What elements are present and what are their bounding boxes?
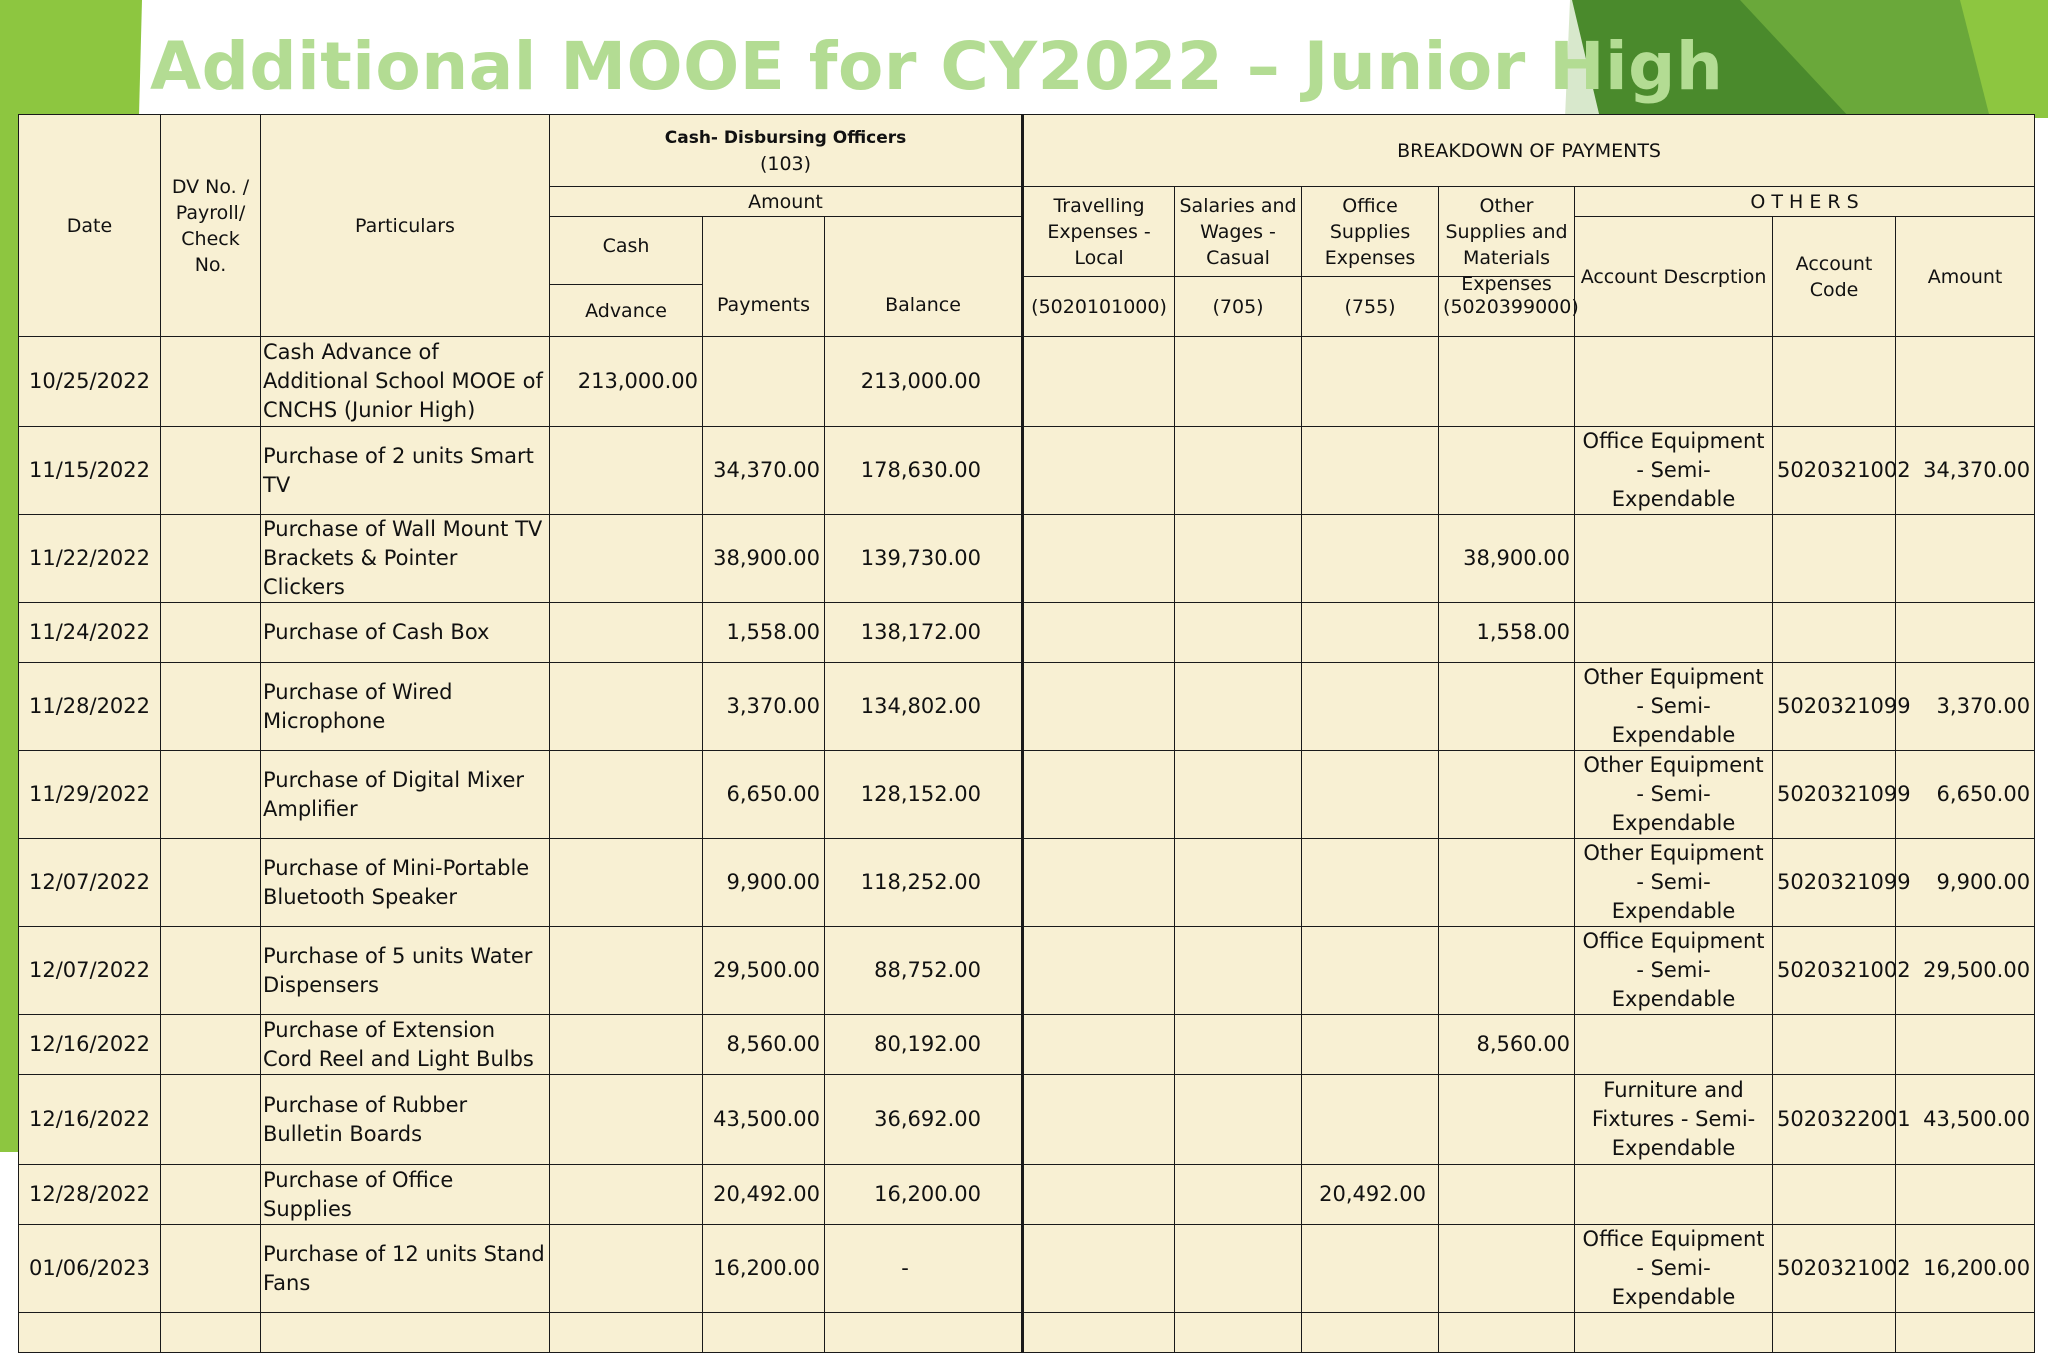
cell-advance: 213,000.00 xyxy=(550,337,703,427)
table-row xyxy=(19,927,2035,1015)
cell-office-supplies xyxy=(1302,839,1439,927)
empty-cell xyxy=(825,1313,1023,1353)
header-payments: Payments xyxy=(703,217,825,337)
cell-account-description xyxy=(1575,1015,1773,1075)
cell-account-description xyxy=(1575,1165,1773,1225)
cell-dv-no xyxy=(161,1015,261,1075)
cell-account-description xyxy=(1575,603,1773,663)
cell-payments: 8,560.00 xyxy=(703,1015,825,1075)
cell-date: 11/22/2022 xyxy=(19,515,161,603)
cell-office-supplies xyxy=(1302,927,1439,1015)
cell-payments: 16,200.00 xyxy=(703,1225,825,1313)
table-row xyxy=(19,839,2035,927)
cell-particulars: Purchase of Cash Box xyxy=(261,603,550,663)
cell-payments: 6,650.00 xyxy=(703,751,825,839)
cell-salaries xyxy=(1175,337,1302,427)
cell-other-supplies xyxy=(1439,1165,1575,1225)
cell-account-code: 5020321099 xyxy=(1773,663,1896,751)
cell-dv-no xyxy=(161,839,261,927)
cell-particulars: Purchase of 5 units Water Dispensers xyxy=(261,927,550,1015)
cell-other-supplies xyxy=(1439,1075,1575,1165)
page-title: Additional MOOE for CY2022 – Junior High xyxy=(150,28,1724,105)
cell-balance: 36,692.00 xyxy=(825,1075,1023,1165)
cell-account-code xyxy=(1773,1015,1896,1075)
cell-salaries xyxy=(1175,1165,1302,1225)
cell-account-code: 5020322001 xyxy=(1773,1075,1896,1165)
cell-travelling xyxy=(1023,337,1175,427)
cell-date: 11/29/2022 xyxy=(19,751,161,839)
cell-travelling xyxy=(1023,1015,1175,1075)
empty-cell xyxy=(1175,1313,1302,1353)
cell-account-description: Other Equipment - Semi-Expendable xyxy=(1575,839,1773,927)
cell-travelling xyxy=(1023,663,1175,751)
cell-other-supplies xyxy=(1439,1225,1575,1313)
cell-balance: 139,730.00 xyxy=(825,515,1023,603)
cell-others-amount xyxy=(1896,1165,2035,1225)
cell-date: 01/06/2023 xyxy=(19,1225,161,1313)
header-office-supplies: Office Supplies Expenses xyxy=(1302,187,1439,277)
cell-account-description: Furniture and Fixtures - Semi-Expendable xyxy=(1575,1075,1773,1165)
header-amount: Amount xyxy=(550,187,1023,217)
cell-particulars: Cash Advance of Additional School MOOE of CNCHS (Junior High) xyxy=(261,337,550,427)
cell-payments: 34,370.00 xyxy=(703,427,825,515)
empty-cell xyxy=(1439,1313,1575,1353)
cell-account-code: 5020321099 xyxy=(1773,751,1896,839)
cell-travelling xyxy=(1023,515,1175,603)
mooe-ledger-table xyxy=(18,114,2035,1353)
header-other-supplies-code: (5020399000) xyxy=(1439,277,1575,337)
cell-account-code: 5020321002 xyxy=(1773,927,1896,1015)
cell-travelling xyxy=(1023,1225,1175,1313)
table-row xyxy=(19,337,2035,427)
cell-others-amount: 6,650.00 xyxy=(1896,751,2035,839)
cell-account-description: Other Equipment - Semi-Expendable xyxy=(1575,751,1773,839)
cell-account-code: 5020321002 xyxy=(1773,1225,1896,1313)
header-travelling: Travelling Expenses - Local xyxy=(1023,187,1175,277)
empty-cell xyxy=(261,1313,550,1353)
cell-other-supplies xyxy=(1439,427,1575,515)
cell-office-supplies xyxy=(1302,1225,1439,1313)
cell-travelling xyxy=(1023,1165,1175,1225)
cell-payments: 38,900.00 xyxy=(703,515,825,603)
cell-date: 12/28/2022 xyxy=(19,1165,161,1225)
cell-dv-no xyxy=(161,1225,261,1313)
cell-account-code xyxy=(1773,515,1896,603)
cell-others-amount: 3,370.00 xyxy=(1896,663,2035,751)
cell-balance: 16,200.00 xyxy=(825,1165,1023,1225)
cell-other-supplies xyxy=(1439,839,1575,927)
cell-payments xyxy=(703,337,825,427)
cell-salaries xyxy=(1175,515,1302,603)
cell-dv-no xyxy=(161,1165,261,1225)
cell-date: 12/07/2022 xyxy=(19,927,161,1015)
cell-account-code: 5020321099 xyxy=(1773,839,1896,927)
cell-others-amount: 43,500.00 xyxy=(1896,1075,2035,1165)
cell-particulars: Purchase of 2 units Smart TV xyxy=(261,427,550,515)
cell-advance xyxy=(550,839,703,927)
table-row xyxy=(19,751,2035,839)
cell-balance: 213,000.00 xyxy=(825,337,1023,427)
header-advance: Advance xyxy=(550,285,703,337)
header-date: Date xyxy=(19,115,161,337)
cell-salaries xyxy=(1175,427,1302,515)
cell-particulars: Purchase of Digital Mixer Amplifier xyxy=(261,751,550,839)
cell-advance xyxy=(550,515,703,603)
cell-account-description: Office Equipment - Semi-Expendable xyxy=(1575,927,1773,1015)
cell-office-supplies xyxy=(1302,751,1439,839)
cell-dv-no xyxy=(161,427,261,515)
header-breakdown-of-payments: BREAKDOWN OF PAYMENTS xyxy=(1023,115,2035,187)
cell-advance xyxy=(550,1075,703,1165)
cell-balance: 80,192.00 xyxy=(825,1015,1023,1075)
cell-others-amount: 29,500.00 xyxy=(1896,927,2035,1015)
cell-salaries xyxy=(1175,1015,1302,1075)
empty-cell xyxy=(161,1313,261,1353)
cell-other-supplies xyxy=(1439,927,1575,1015)
cell-office-supplies xyxy=(1302,337,1439,427)
empty-cell xyxy=(19,1313,161,1353)
cell-account-code: 5020321002 xyxy=(1773,427,1896,515)
cell-other-supplies: 8,560.00 xyxy=(1439,1015,1575,1075)
cell-dv-no xyxy=(161,515,261,603)
header-dv-no: DV No. / Payroll/ Check No. xyxy=(161,115,261,337)
cell-account-description: Office Equipment - Semi-Expendable xyxy=(1575,1225,1773,1313)
cell-date: 11/28/2022 xyxy=(19,663,161,751)
cell-others-amount xyxy=(1896,1015,2035,1075)
cell-office-supplies: 20,492.00 xyxy=(1302,1165,1439,1225)
cell-travelling xyxy=(1023,927,1175,1015)
header-cdo-code: (103) xyxy=(759,152,812,175)
cell-office-supplies xyxy=(1302,427,1439,515)
cell-dv-no xyxy=(161,337,261,427)
cell-travelling xyxy=(1023,839,1175,927)
cell-particulars: Purchase of Wall Mount TV Brackets & Pointer Clickers xyxy=(261,515,550,603)
cell-balance: 118,252.00 xyxy=(825,839,1023,927)
cell-office-supplies xyxy=(1302,1015,1439,1075)
header-travelling-code: (5020101000) xyxy=(1023,277,1175,337)
cell-other-supplies: 1,558.00 xyxy=(1439,603,1575,663)
empty-cell xyxy=(1023,1313,1175,1353)
cell-balance: 88,752.00 xyxy=(825,927,1023,1015)
cell-account-code xyxy=(1773,337,1896,427)
cell-balance: - xyxy=(825,1225,1023,1313)
empty-cell xyxy=(1575,1313,1773,1353)
header-account-description: Account Descrption xyxy=(1575,217,1773,337)
header-cash-disbursing-officers xyxy=(550,115,1023,187)
cell-travelling xyxy=(1023,1075,1175,1165)
cell-office-supplies xyxy=(1302,663,1439,751)
table-row xyxy=(19,1075,2035,1165)
cell-others-amount xyxy=(1896,337,2035,427)
cell-particulars: Purchase of Mini-Portable Bluetooth Speaker xyxy=(261,839,550,927)
table-row-partial xyxy=(19,1313,2035,1353)
cell-date: 11/15/2022 xyxy=(19,427,161,515)
cell-advance xyxy=(550,663,703,751)
cell-salaries xyxy=(1175,603,1302,663)
cell-dv-no xyxy=(161,603,261,663)
cell-travelling xyxy=(1023,603,1175,663)
cell-payments: 3,370.00 xyxy=(703,663,825,751)
cell-dv-no xyxy=(161,1075,261,1165)
table-row xyxy=(19,663,2035,751)
header-salaries-code: (705) xyxy=(1175,277,1302,337)
cell-particulars: Purchase of Wired Microphone xyxy=(261,663,550,751)
cell-balance: 178,630.00 xyxy=(825,427,1023,515)
cell-payments: 9,900.00 xyxy=(703,839,825,927)
cell-account-description: Office Equipment - Semi-Expendable xyxy=(1575,427,1773,515)
cell-salaries xyxy=(1175,1075,1302,1165)
cell-payments: 29,500.00 xyxy=(703,927,825,1015)
cell-account-description xyxy=(1575,337,1773,427)
cell-salaries xyxy=(1175,927,1302,1015)
cell-payments: 43,500.00 xyxy=(703,1075,825,1165)
cell-particulars: Purchase of Office Supplies xyxy=(261,1165,550,1225)
cell-other-supplies xyxy=(1439,337,1575,427)
cell-balance: 128,152.00 xyxy=(825,751,1023,839)
empty-cell xyxy=(1896,1313,2035,1353)
cell-balance: 138,172.00 xyxy=(825,603,1023,663)
header-others-amount: Amount xyxy=(1896,217,2035,337)
table-row xyxy=(19,1225,2035,1313)
cell-dv-no xyxy=(161,663,261,751)
table-row xyxy=(19,1165,2035,1225)
cell-date: 12/16/2022 xyxy=(19,1075,161,1165)
cell-particulars: Purchase of Rubber Bulletin Boards xyxy=(261,1075,550,1165)
cell-salaries xyxy=(1175,1225,1302,1313)
cell-travelling xyxy=(1023,751,1175,839)
cell-other-supplies: 38,900.00 xyxy=(1439,515,1575,603)
cell-salaries xyxy=(1175,751,1302,839)
header-office-supplies-code: (755) xyxy=(1302,277,1439,337)
cell-salaries xyxy=(1175,839,1302,927)
cell-other-supplies xyxy=(1439,751,1575,839)
cell-date: 10/25/2022 xyxy=(19,337,161,427)
cell-dv-no xyxy=(161,927,261,1015)
cell-account-description xyxy=(1575,515,1773,603)
header-other-supplies-label: Other Supplies and Materials Expenses xyxy=(1445,194,1568,295)
table-row xyxy=(19,603,2035,663)
cell-others-amount: 34,370.00 xyxy=(1896,427,2035,515)
header-particulars: Particulars xyxy=(261,115,550,337)
ledger-body xyxy=(19,337,2035,1353)
cell-account-description: Other Equipment - Semi-Expendable xyxy=(1575,663,1773,751)
cell-other-supplies xyxy=(1439,663,1575,751)
cell-dv-no xyxy=(161,751,261,839)
cell-date: 12/07/2022 xyxy=(19,839,161,927)
empty-cell xyxy=(1302,1313,1439,1353)
header-other-supplies xyxy=(1439,187,1575,295)
cell-particulars: Purchase of Extension Cord Reel and Light Bulbs xyxy=(261,1015,550,1075)
table-row xyxy=(19,515,2035,603)
header-balance: Balance xyxy=(825,217,1023,337)
header-cash: Cash xyxy=(550,217,703,285)
cell-balance: 134,802.00 xyxy=(825,663,1023,751)
cell-others-amount xyxy=(1896,603,2035,663)
header-account-code: Account Code xyxy=(1773,217,1896,337)
cell-payments: 1,558.00 xyxy=(703,603,825,663)
cell-account-code xyxy=(1773,1165,1896,1225)
cell-office-supplies xyxy=(1302,1075,1439,1165)
cell-advance xyxy=(550,751,703,839)
cell-particulars: Purchase of 12 units Stand Fans xyxy=(261,1225,550,1313)
cell-advance xyxy=(550,603,703,663)
cell-travelling xyxy=(1023,427,1175,515)
empty-cell xyxy=(1773,1313,1896,1353)
cell-date: 11/24/2022 xyxy=(19,603,161,663)
cell-salaries xyxy=(1175,663,1302,751)
cell-office-supplies xyxy=(1302,515,1439,603)
table-row xyxy=(19,1015,2035,1075)
cell-office-supplies xyxy=(1302,603,1439,663)
cell-advance xyxy=(550,1165,703,1225)
header-others: O T H E R S xyxy=(1575,187,2035,217)
cell-account-code xyxy=(1773,603,1896,663)
cell-advance xyxy=(550,1225,703,1313)
cell-advance xyxy=(550,1015,703,1075)
empty-cell xyxy=(550,1313,703,1353)
header-salaries: Salaries and Wages - Casual xyxy=(1175,187,1302,277)
empty-cell xyxy=(703,1313,825,1353)
cell-others-amount: 9,900.00 xyxy=(1896,839,2035,927)
cell-advance xyxy=(550,927,703,1015)
cell-others-amount xyxy=(1896,515,2035,603)
cell-payments: 20,492.00 xyxy=(703,1165,825,1225)
cell-advance xyxy=(550,427,703,515)
table-row xyxy=(19,427,2035,515)
cell-others-amount: 16,200.00 xyxy=(1896,1225,2035,1313)
header-cdo-title: Cash- Disbursing Officers xyxy=(664,127,907,148)
cell-date: 12/16/2022 xyxy=(19,1015,161,1075)
